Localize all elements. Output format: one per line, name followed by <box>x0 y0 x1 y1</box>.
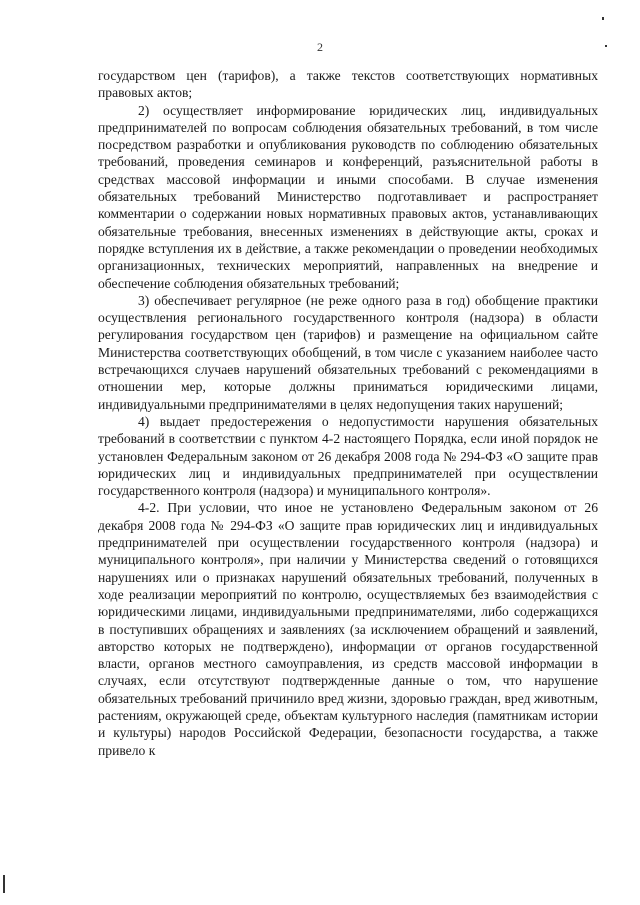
scan-speck <box>602 17 604 20</box>
paragraph-item-3: 3) обеспечивает регулярное (не реже одного раза в год) обобщение практики осуществления регионального государственного контроля (надзора) в области регулирования государством цен (тарифов) и размещение на официальном сайте Министерства соответствующих обобщений, в том числе с указанием наиболее часто встречающихся случаев нарушений обязательных требований с рекомендациями в отношении мер, которые должны приниматься юридическими лицами, индивидуальными предпринимателями в целях недопущения таких нарушений; <box>98 292 598 412</box>
document-body <box>98 67 598 759</box>
scan-speck <box>3 875 5 893</box>
paragraph-item-4: 4) выдает предостережения о недопустимости нарушения обязательных требований в соответствии с пунктом 4-2 настоящего Порядка, если иной порядок не установлен Федеральным законом от 26 декабря 2008 года № 294-ФЗ «О защите прав юридических лиц и индивидуальных предпринимателей при осуществлении государственного контроля (надзора) и муниципального контроля». <box>98 413 598 499</box>
paragraph-continuation: государством цен (тарифов), а также текстов соответствующих нормативных правовых актов; <box>98 68 598 101</box>
paragraph-section-4-2: 4-2. При условии, что иное не установлено Федеральным законом от 26 декабря 2008 года № 294-ФЗ «О защите прав юридических лиц и индивидуальных предпринимателей при осуществлении государственного контроля (надзора) и муниципального контроля», при наличии у Министерства сведений о готовящихся нарушениях или о признаках нарушений обязательных требований, полученных в ходе реализации мероприятий по контролю, осуществляемых без взаимодействия с юридическими лицами, индивидуальными предпринимателями, либо содержащихся в поступивших обращениях и заявлениях (за исключением обращений и заявлений, авторство которых не подтверждено), информации от органов государственной власти, органов местного самоуправления, из средств массовой информации в случаях, если отсутствуют подтвержденные данные о том, что нарушение обязательных требований причинило вред жизни, здоровью граждан, вред животным, растениям, окружающей среде, объектам культурного наследия (памятникам истории и культуры) народов Российской Федерации, безопасности государства, а также привело к <box>98 500 598 758</box>
paragraph-item-2: 2) осуществляет информирование юридических лиц, индивидуальных предпринимателей по вопросам соблюдения обязательных требований, в том числе посредством разработки и опубликования руководств по соблюдению обязательных требований, проведения семинаров и конференций, разъяснительной работы в средствах массовой информации и иными способами. В случае изменения обязательных требований Министерство подготавливает и распространяет комментарии о содержании новых нормативных правовых актов, устанавливающих обязательные требования, внесенных изменениях в действующие акты, сроках и порядке вступления их в действие, а также рекомендации о проведении необходимых организационных, технических мероприятий, направленных на внедрение и обеспечение соблюдения обязательных требований; <box>98 102 598 291</box>
page-number: 2 <box>317 40 323 54</box>
